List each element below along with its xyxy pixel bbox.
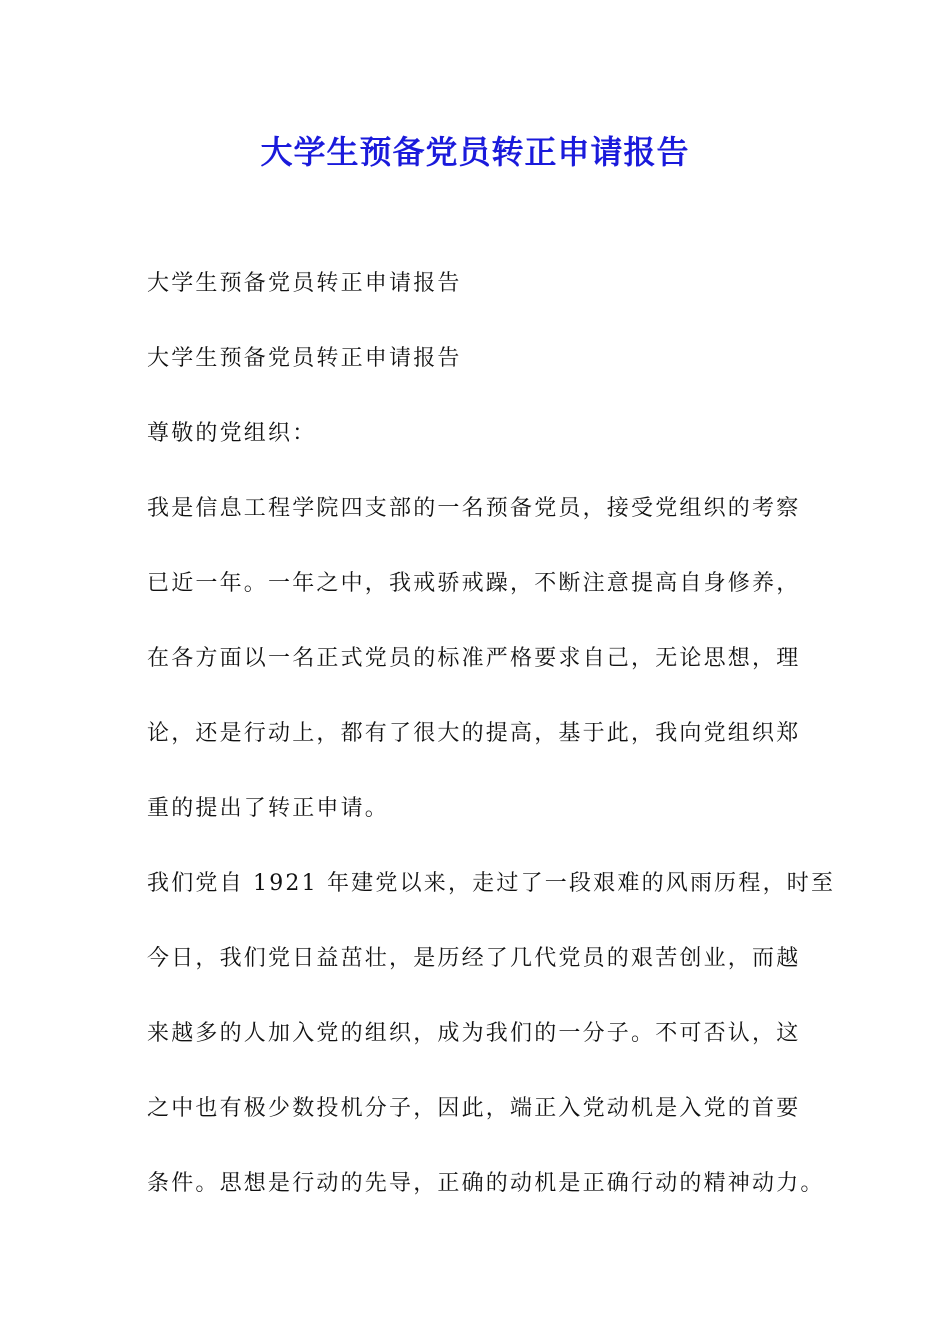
body-line: 来越多的人加入党的组织，成为我们的一分子。不可否认，这 <box>147 1021 801 1046</box>
body-line: 今日，我们党日益茁壮，是历经了几代党员的艰苦创业，而越 <box>147 946 801 971</box>
document-title: 大学生预备党员转正申请报告 <box>260 133 690 171</box>
body-line: 之中也有极少数投机分子，因此，端正入党动机是入党的首要 <box>147 1096 801 1121</box>
body-line: 已近一年。一年之中，我戒骄戒躁，不断注意提高自身修养， <box>147 571 801 596</box>
body-line: 我是信息工程学院四支部的一名预备党员，接受党组织的考察 <box>147 496 801 521</box>
body-line: 论，还是行动上，都有了很大的提高，基于此，我向党组织郑 <box>147 721 801 746</box>
body-line: 我们党自 1921 年建党以来，走过了一段艰难的风雨历程，时至 <box>147 871 836 896</box>
body-line: 重的提出了转正申请。 <box>147 796 390 821</box>
body-line: 条件。思想是行动的先导，正确的动机是正确行动的精神动力。 <box>147 1171 825 1196</box>
body-line: 在各方面以一名正式党员的标准严格要求自己，无论思想，理 <box>147 646 801 671</box>
salutation: 尊敬的党组织： <box>147 421 317 446</box>
heading-line: 大学生预备党员转正申请报告 <box>147 271 462 296</box>
heading-line: 大学生预备党员转正申请报告 <box>147 346 462 371</box>
